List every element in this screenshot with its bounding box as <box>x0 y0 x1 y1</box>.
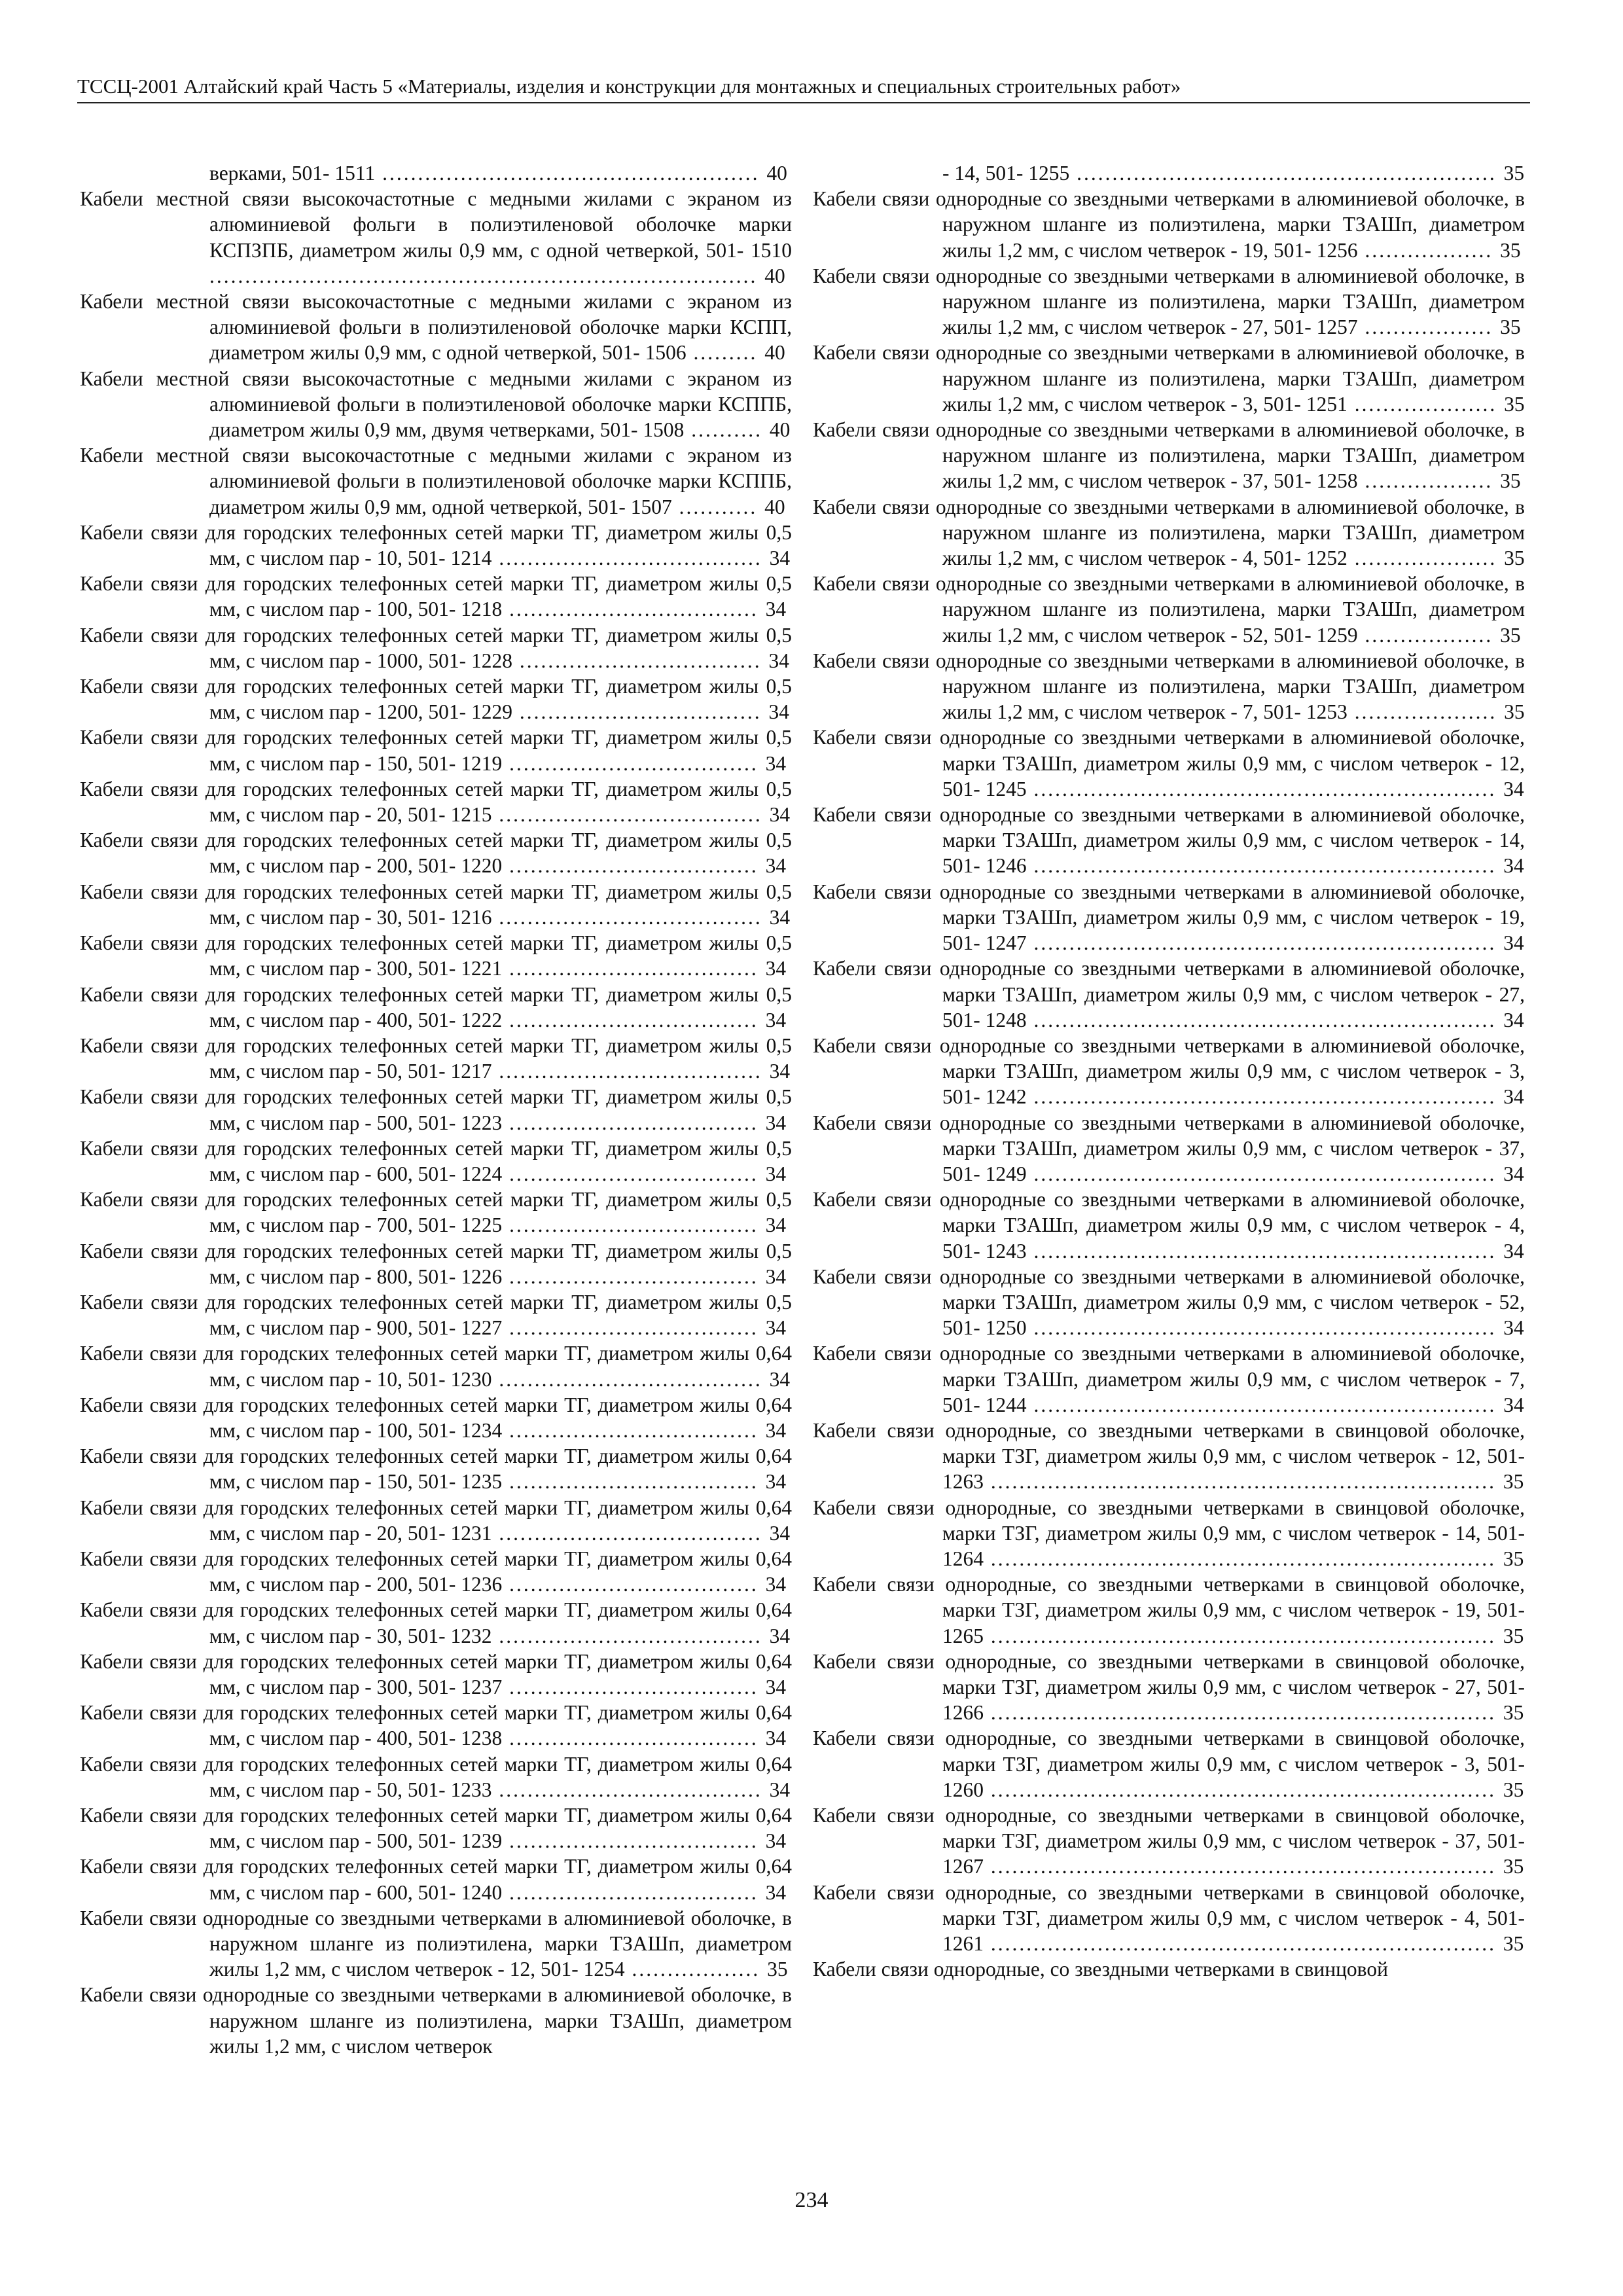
index-entry <box>80 1136 792 1187</box>
index-entry <box>80 1084 792 1135</box>
index-entry <box>813 879 1525 956</box>
index-entry-text: Кабели связи однородные, со звездными четверками в свинцовой <box>813 1958 1388 1981</box>
index-entry-text: Кабели связи однородные со звездными четверками в алюминиевой оболочке, в наружном шланге из полиэтилена, марки ТЗАШп, диаметром жилы 1,2 мм, с числом четверок - 52, 501- 1259 <box>813 572 1525 647</box>
index-entry <box>813 494 1525 571</box>
dot-leader: ..................................................... <box>375 162 767 185</box>
index-entry-page: 40 <box>766 162 787 185</box>
index-entry <box>813 571 1525 648</box>
dot-leader: ....................................................................... <box>984 1855 1503 1878</box>
dot-leader: ..................................... <box>491 1778 770 1801</box>
page-number: 234 <box>794 2188 829 2212</box>
index-entry-page: 34 <box>1503 1239 1524 1263</box>
index-entry-text: Кабели связи для городских телефонных сетей марки ТГ, диаметром жилы 0,64 мм, с числом пар - 50, 501- 1233 <box>80 1752 792 1801</box>
index-entry-page: 34 <box>1503 777 1524 800</box>
dot-leader: ................................................................. <box>1026 1162 1504 1185</box>
index-entry <box>80 160 792 186</box>
dot-leader: .................. <box>1357 623 1501 647</box>
index-entry-page: 34 <box>768 700 790 724</box>
index-entry-page: 34 <box>765 1008 787 1031</box>
dot-leader: ....................................................................... <box>984 1701 1503 1725</box>
dot-leader: ................................... <box>502 1675 766 1698</box>
index-entry-page: 34 <box>765 1470 787 1494</box>
index-entry <box>80 1854 792 1905</box>
index-entry <box>80 673 792 725</box>
index-entry-page: 34 <box>765 1675 787 1698</box>
index-entry-page: 34 <box>1503 1393 1524 1416</box>
dot-leader: .................... <box>1347 547 1505 570</box>
index-entry-text: Кабели связи для городских телефонных сетей марки ТГ, диаметром жилы 0,64 мм, с числом пар - 10, 501- 1230 <box>80 1342 792 1391</box>
index-entry-text: Кабели связи однородные со звездными четверками в алюминиевой оболочке, марки ТЗАШп, диаметром жилы 0,9 мм, с числом четверок - 27, 501- 1248 <box>813 957 1525 1031</box>
dot-leader: .................... <box>1347 700 1505 724</box>
dot-leader: ................................................................. <box>1026 931 1504 955</box>
index-entry-page: 35 <box>1503 1701 1524 1725</box>
index-entry <box>813 1418 1525 1495</box>
dot-leader: ..................................... <box>491 1624 770 1647</box>
index-entry <box>813 1725 1525 1803</box>
index-entry-page: 35 <box>1500 315 1521 339</box>
index-entry-page: 34 <box>765 1213 787 1237</box>
index-entry-page: 35 <box>1504 700 1525 724</box>
dot-leader: ................................... <box>502 1829 766 1853</box>
dot-leader: ..................................... <box>491 547 770 570</box>
index-entry <box>80 1289 792 1340</box>
dot-leader: ........... <box>671 495 765 518</box>
index-entry-page: 34 <box>765 1418 787 1442</box>
index-entry-page: 34 <box>769 1060 791 1083</box>
dot-leader: ................................................................. <box>1026 1393 1504 1416</box>
index-entry-text: Кабели связи для городских телефонных сетей марки ТГ, диаметром жилы 0,5 мм, с числом пар - 600, 501- 1224 <box>80 1136 792 1185</box>
dot-leader: ....................................................................... <box>984 1470 1503 1494</box>
index-entry <box>813 263 1525 340</box>
index-entry-page: 35 <box>1503 162 1525 185</box>
index-entry-text: Кабели связи для городских телефонных сетей марки ТГ, диаметром жилы 0,64 мм, с числом пар - 150, 501- 1235 <box>80 1444 792 1494</box>
index-entry <box>813 648 1525 725</box>
index-entry <box>80 776 792 827</box>
index-entry-page: 35 <box>767 1958 788 1981</box>
index-entry <box>813 186 1525 263</box>
index-entry <box>813 956 1525 1033</box>
index-entry-page: 40 <box>769 418 791 442</box>
index-entry <box>813 1495 1525 1572</box>
index-entry-page: 34 <box>765 1111 787 1134</box>
dot-leader: .................. <box>1357 315 1501 339</box>
index-entry-page: 34 <box>769 803 791 827</box>
index-entry-page: 34 <box>765 751 787 775</box>
dot-leader: .................. <box>1357 469 1501 493</box>
index-entry-page: 34 <box>1503 1085 1524 1109</box>
running-header: ТССЦ-2001 Алтайский край Часть 5 «Материалы, изделия и конструкции для монтажных и специальных строительных работ» <box>77 73 1530 103</box>
dot-leader: ................................................................. <box>1026 1316 1504 1340</box>
index-entry <box>80 1982 792 2059</box>
dot-leader: ................................... <box>502 1162 766 1185</box>
index-entry-page: 34 <box>765 1265 787 1288</box>
index-entry <box>813 340 1525 417</box>
index-entry-text: Кабели связи для городских телефонных сетей марки ТГ, диаметром жилы 0,5 мм, с числом пар - 30, 501- 1216 <box>80 880 792 929</box>
dot-leader: .................................. <box>512 649 769 672</box>
index-entry <box>80 289 792 366</box>
dot-leader: ................................... <box>502 1111 766 1134</box>
dot-leader: ..................................... <box>491 1521 770 1545</box>
index-entry <box>80 879 792 930</box>
index-entry-text: Кабели связи для городских телефонных сетей марки ТГ, диаметром жилы 0,5 мм, с числом пар - 10, 501- 1214 <box>80 520 792 570</box>
index-entry-text: Кабели связи для городских телефонных сетей марки ТГ, диаметром жилы 0,5 мм, с числом пар - 150, 501- 1219 <box>80 726 792 775</box>
index-entry <box>813 802 1525 879</box>
index-entry-text: Кабели связи для городских телефонных сетей марки ТГ, диаметром жилы 0,5 мм, с числом пар - 100, 501- 1218 <box>80 572 792 621</box>
dot-leader: ......... <box>686 341 765 365</box>
index-entry-text: Кабели связи однородные со звездными четверками в алюминиевой оболочке, в наружном шланге из полиэтилена, марки ТЗАШп, диаметром жилы 1,2 мм, с числом четверок - 7, 501- 1253 <box>813 649 1525 724</box>
index-entry-page: 35 <box>1503 1624 1524 1647</box>
index-entry <box>80 982 792 1033</box>
index-entry-text: Кабели связи однородные со звездными четверками в алюминиевой оболочке, в наружном шланге из полиэтилена, марки ТЗАШп, диаметром жилы 1,2 мм, с числом четверок - 27, 501- 1257 <box>813 264 1525 339</box>
index-entry-page: 34 <box>765 1573 787 1596</box>
index-entry-page: 34 <box>1503 931 1524 955</box>
dot-leader: ................................... <box>502 598 766 621</box>
index-entry-text: Кабели связи для городских телефонных сетей марки ТГ, диаметром жилы 0,64 мм, с числом пар - 500, 501- 1239 <box>80 1804 792 1853</box>
index-entry-text: Кабели связи однородные со звездными четверками в алюминиевой оболочке, марки ТЗАШп, диаметром жилы 0,9 мм, с числом четверок - 4, 501- 1243 <box>813 1188 1525 1263</box>
index-entry <box>80 1803 792 1854</box>
index-entry-text: Кабели связи для городских телефонных сетей марки ТГ, диаметром жилы 0,5 мм, с числом пар - 200, 501- 1220 <box>80 829 792 878</box>
index-entry <box>813 1340 1525 1418</box>
index-entry-text: Кабели связи для городских телефонных сетей марки ТГ, диаметром жилы 0,5 мм, с числом пар - 300, 501- 1221 <box>80 931 792 980</box>
index-entry-text: Кабели связи для городских телефонных сетей марки ТГ, диаметром жилы 0,5 мм, с числом пар - 50, 501- 1217 <box>80 1033 792 1083</box>
index-entry <box>80 1238 792 1289</box>
index-entry-page: 35 <box>1503 1470 1524 1494</box>
index-entry-text: Кабели связи однородные, со звездными четверками в свинцовой оболочке, марки ТЗГ, диаметром жилы 0,9 мм, с числом четверок - 4, 501- 1261 <box>813 1880 1525 1956</box>
index-entry-text: Кабели связи однородные со звездными четверками в алюминиевой оболочке, марки ТЗАШп, диаметром жилы 0,9 мм, с числом четверок - 12, 501- 1245 <box>813 726 1525 800</box>
dot-leader: ................................... <box>502 1470 766 1494</box>
dot-leader: ....................................................................... <box>984 1547 1503 1570</box>
dot-leader: ................................... <box>502 1008 766 1031</box>
index-entry-text: Кабели связи однородные со звездными четверками в алюминиевой оболочке, марки ТЗАШп, диаметром жилы 0,9 мм, с числом четверок - 7, 501- 1244 <box>813 1342 1525 1416</box>
dot-leader: ................................... <box>502 751 766 775</box>
index-entry <box>80 827 792 878</box>
index-entry-text: Кабели связи однородные, со звездными четверками в свинцовой оболочке, марки ТЗГ, диаметром жилы 0,9 мм, с числом четверок - 14, 501- 1264 <box>813 1496 1525 1570</box>
index-entry-text: Кабели связи однородные, со звездными четверками в свинцовой оболочке, марки ТЗГ, диаметром жилы 0,9 мм, с числом четверок - 12, 501- 1263 <box>813 1418 1525 1494</box>
dot-leader: ................................................................. <box>1026 1085 1504 1109</box>
index-entry-page: 34 <box>765 957 787 980</box>
index-entry <box>80 1649 792 1700</box>
index-entry <box>80 1597 792 1648</box>
index-entry-text: Кабели связи однородные со звездными четверками в алюминиевой оболочке, в наружном шланге из полиэтилена, марки ТЗАШп, диаметром жилы 1,2 мм, с числом четверок - 4, 501- 1252 <box>813 495 1525 570</box>
index-entry-text: Кабели связи для городских телефонных сетей марки ТГ, диаметром жилы 0,64 мм, с числом пар - 30, 501- 1232 <box>80 1598 792 1647</box>
index-entry-text: Кабели связи однородные со звездными четверками в алюминиевой оболочке, марки ТЗАШп, диаметром жилы 0,9 мм, с числом четверок - 52, 501- 1250 <box>813 1265 1525 1340</box>
index-entry-text: Кабели связи однородные, со звездными четверками в свинцовой оболочке, марки ТЗГ, диаметром жилы 0,9 мм, с числом четверок - 27, 501- 1266 <box>813 1649 1525 1725</box>
index-entry-text: Кабели связи однородные, со звездными четверками в свинцовой оболочке, марки ТЗГ, диаметром жилы 0,9 мм, с числом четверок - 37, 501- 1267 <box>813 1804 1525 1878</box>
index-entry-page: 35 <box>1503 1547 1524 1570</box>
dot-leader: ................................... <box>502 1418 766 1442</box>
index-entry <box>80 1443 792 1494</box>
index-entry <box>80 1905 792 1982</box>
index-entry-text: Кабели связи однородные со звездными четверками в алюминиевой оболочке, в наружном шланге из полиэтилена, марки ТЗАШп, диаметром жилы 1,2 мм, с числом четверок - 3, 501- 1251 <box>813 341 1525 416</box>
index-entry-page: 34 <box>769 1367 791 1391</box>
dot-leader: ................................... <box>502 1727 766 1750</box>
index-entry <box>80 930 792 981</box>
index-entry-page: 35 <box>1500 238 1521 262</box>
dot-leader: ................................................................. <box>1026 777 1504 800</box>
dot-leader: ..................................... <box>491 1060 770 1083</box>
index-entry <box>813 417 1525 494</box>
dot-leader: ................................................................. <box>1026 854 1504 878</box>
index-entry-text: Кабели связи для городских телефонных сетей марки ТГ, диаметром жилы 0,64 мм, с числом пар - 100, 501- 1234 <box>80 1393 792 1442</box>
index-entry <box>80 1392 792 1443</box>
index-entry-text: Кабели связи для городских телефонных сетей марки ТГ, диаметром жилы 0,64 мм, с числом пар - 600, 501- 1240 <box>80 1855 792 1904</box>
index-entry <box>80 1700 792 1751</box>
index-entry-text: Кабели связи для городских телефонных сетей марки ТГ, диаметром жилы 0,5 мм, с числом пар - 700, 501- 1225 <box>80 1188 792 1237</box>
index-entry-text: Кабели связи для городских телефонных сетей марки ТГ, диаметром жилы 0,5 мм, с числом пар - 20, 501- 1215 <box>80 777 792 827</box>
index-entry-text: Кабели связи однородные со звездными четверками в алюминиевой оболочке, в наружном шланге из полиэтилена, марки ТЗАШп, диаметром жилы 1,2 мм, с числом четверок - 12, 501- 1254 <box>80 1906 792 1981</box>
dot-leader: ................................... <box>502 1213 766 1237</box>
dot-leader: .................. <box>1357 238 1501 262</box>
index-entry <box>813 1110 1525 1187</box>
index-entry-text: Кабели связи для городских телефонных сетей марки ТГ, диаметром жилы 0,64 мм, с числом пар - 400, 501- 1238 <box>80 1701 792 1750</box>
index-entry-page: 34 <box>765 1727 787 1750</box>
index-entry <box>80 622 792 673</box>
dot-leader: .................................. <box>512 700 769 724</box>
index-entry <box>80 366 792 443</box>
index-entry-page: 34 <box>768 649 790 672</box>
index-entry-text: Кабели местной связи высокочастотные с медными жилами с экраном из алюминиевой фольги в полиэтиленовой оболочке марки КСППБ, диаметром жилы 0,9 мм, двумя четверками, 501- 1508 <box>80 367 792 442</box>
index-entry-page: 34 <box>769 1521 791 1545</box>
index-entry <box>813 160 1525 186</box>
index-entry-text: Кабели местной связи высокочастотные с медными жилами с экраном из алюминиевой фольги в полиэтиленовой оболочке марки КСПЗПБ, диаметром жилы 0,9 мм, с одной четверкой, 501- 1510 <box>80 187 792 262</box>
index-entry <box>813 1187 1525 1264</box>
index-entry-text: Кабели связи однородные, со звездными четверками в свинцовой оболочке, марки ТЗГ, диаметром жилы 0,9 мм, с числом четверок - 19, 501- 1265 <box>813 1573 1525 1647</box>
index-entry-text: Кабели связи для городских телефонных сетей марки ТГ, диаметром жилы 0,5 мм, с числом пар - 400, 501- 1222 <box>80 982 792 1031</box>
index-entry-page: 34 <box>765 854 787 878</box>
index-entry-page: 34 <box>765 1162 787 1185</box>
index-entry <box>813 725 1525 802</box>
index-entry-page: 35 <box>1504 547 1525 570</box>
dot-leader: ..................................... <box>491 905 770 929</box>
index-entry-page: 34 <box>769 905 791 929</box>
index-entry-text: Кабели связи для городских телефонных сетей марки ТГ, диаметром жилы 0,5 мм, с числом пар - 1200, 501- 1229 <box>80 675 792 724</box>
index-entry <box>80 1751 792 1803</box>
index-entry <box>80 1033 792 1084</box>
dot-leader: ....................................................................... <box>984 1624 1503 1647</box>
index-entry <box>813 1571 1525 1649</box>
dot-leader: ................................................................. <box>1026 1008 1504 1031</box>
dot-leader: .......... <box>684 418 770 442</box>
dot-leader: ................................... <box>502 1880 766 1904</box>
index-entry-text: Кабели связи однородные со звездными четверками в алюминиевой оболочке, марки ТЗАШп, диаметром жилы 0,9 мм, с числом четверок - 37, 501- 1249 <box>813 1111 1525 1185</box>
index-entry <box>80 186 792 289</box>
index-entry-text: Кабели связи однородные со звездными четверками в алюминиевой оболочке, в наружном шланге из полиэтилена, марки ТЗАШп, диаметром жилы 1,2 мм, с числом четверок <box>80 1983 792 2058</box>
index-column-right <box>813 160 1525 1982</box>
index-entry-page: 34 <box>765 1880 787 1904</box>
index-entry-text: Кабели связи для городских телефонных сетей марки ТГ, диаметром жилы 0,5 мм, с числом пар - 1000, 501- 1228 <box>80 623 792 672</box>
index-entry-page: 40 <box>764 341 785 365</box>
index-entry <box>80 1495 792 1546</box>
index-entry-text: Кабели связи для городских телефонных сетей марки ТГ, диаметром жилы 0,5 мм, с числом пар - 800, 501- 1226 <box>80 1239 792 1288</box>
dot-leader: ................................... <box>502 957 766 980</box>
index-entry <box>80 1546 792 1597</box>
dot-leader: .................... <box>1347 392 1505 416</box>
index-entry <box>80 520 792 571</box>
index-entry-text: - 14, 501- 1255 <box>942 162 1070 185</box>
index-entry <box>813 1803 1525 1880</box>
index-entry-text: верками, 501- 1511 <box>209 162 376 185</box>
index-entry-text: Кабели связи для городских телефонных сетей марки ТГ, диаметром жилы 0,64 мм, с числом пар - 20, 501- 1231 <box>80 1496 792 1545</box>
index-entry <box>813 1264 1525 1341</box>
dot-leader: ................................... <box>502 854 766 878</box>
index-entry-page: 34 <box>769 1624 791 1647</box>
index-entry-page: 35 <box>1504 392 1525 416</box>
dot-leader: ....................................................................... <box>984 1778 1503 1801</box>
index-entry-page: 34 <box>1503 1008 1524 1031</box>
dot-leader: ..................................... <box>491 1367 770 1391</box>
dot-leader: ................................... <box>502 1265 766 1288</box>
index-entry <box>80 725 792 776</box>
index-entry-page: 40 <box>764 264 785 287</box>
index-entry-page: 34 <box>769 547 791 570</box>
index-entry-text: Кабели местной связи высокочастотные с медными жилами с экраном из алюминиевой фольги в полиэтиленовой оболочке марки КСПП, диаметром жилы 0,9 мм, с одной четверкой, 501- 1506 <box>80 290 792 365</box>
dot-leader: .................. <box>624 1958 768 1981</box>
index-entry-page: 34 <box>1503 1316 1524 1340</box>
index-entry-page: 34 <box>765 1316 787 1340</box>
index-entry-page: 34 <box>765 598 787 621</box>
index-entry-page: 35 <box>1503 1932 1524 1956</box>
index-entry-page: 34 <box>765 1829 787 1853</box>
index-entry-page: 34 <box>1503 854 1524 878</box>
index-entry-text: Кабели связи однородные со звездными четверками в алюминиевой оболочке, в наружном шланге из полиэтилена, марки ТЗАШп, диаметром жилы 1,2 мм, с числом четверок - 19, 501- 1256 <box>813 187 1525 262</box>
dot-leader: ........................................................... <box>1069 162 1504 185</box>
index-entry-page: 35 <box>1500 623 1521 647</box>
index-entry-text: Кабели связи однородные, со звездными четверками в свинцовой оболочке, марки ТЗГ, диаметром жилы 0,9 мм, с числом четверок - 3, 501- 1260 <box>813 1727 1525 1801</box>
index-entry-text: Кабели местной связи высокочастотные с медными жилами с экраном из алюминиевой фольги в полиэтиленовой оболочке марки КСППБ, диаметром жилы 0,9 мм, одной четверкой, 501- 1507 <box>80 444 792 518</box>
index-column-left <box>80 160 792 2059</box>
index-entry-page: 35 <box>1500 469 1521 493</box>
index-entry-page: 34 <box>769 1778 791 1801</box>
index-entry <box>813 1956 1525 1982</box>
dot-leader: ....................................................................... <box>984 1932 1503 1956</box>
dot-leader: ................................................................. <box>1026 1239 1504 1263</box>
index-entry-page: 35 <box>1503 1778 1524 1801</box>
index-entry <box>80 442 792 520</box>
index-entry-text: Кабели связи однородные со звездными четверками в алюминиевой оболочке, в наружном шланге из полиэтилена, марки ТЗАШп, диаметром жилы 1,2 мм, с числом четверок - 37, 501- 1258 <box>813 418 1525 493</box>
index-entry <box>80 1187 792 1238</box>
dot-leader: ................................... <box>502 1573 766 1596</box>
index-entry <box>813 1033 1525 1110</box>
index-entry <box>813 1880 1525 1957</box>
index-entry <box>813 1649 1525 1726</box>
index-entry-text: Кабели связи для городских телефонных сетей марки ТГ, диаметром жилы 0,5 мм, с числом пар - 900, 501- 1227 <box>80 1290 792 1340</box>
index-entry <box>80 571 792 622</box>
index-entry-text: Кабели связи однородные со звездными четверками в алюминиевой оболочке, марки ТЗАШп, диаметром жилы 0,9 мм, с числом четверок - 3, 501- 1242 <box>813 1033 1525 1109</box>
dot-leader: ................................... <box>502 1316 766 1340</box>
dot-leader: ............................................................................. <box>209 264 765 287</box>
index-entry-page: 40 <box>764 495 785 518</box>
index-entry-text: Кабели связи для городских телефонных сетей марки ТГ, диаметром жилы 0,5 мм, с числом пар - 500, 501- 1223 <box>80 1085 792 1134</box>
index-entry-text: Кабели связи однородные со звездными четверками в алюминиевой оболочке, марки ТЗАШп, диаметром жилы 0,9 мм, с числом четверок - 19, 501- 1247 <box>813 880 1525 955</box>
index-entry-page: 34 <box>1503 1162 1524 1185</box>
dot-leader: ..................................... <box>491 803 770 827</box>
index-entry-text: Кабели связи для городских телефонных сетей марки ТГ, диаметром жилы 0,64 мм, с числом пар - 200, 501- 1236 <box>80 1547 792 1596</box>
index-entry-text: Кабели связи для городских телефонных сетей марки ТГ, диаметром жилы 0,64 мм, с числом пар - 300, 501- 1237 <box>80 1649 792 1698</box>
index-entry <box>80 1340 792 1391</box>
index-entry-page: 35 <box>1503 1855 1524 1878</box>
index-entry-text: Кабели связи однородные со звездными четверками в алюминиевой оболочке, марки ТЗАШп, диаметром жилы 0,9 мм, с числом четверок - 14, 501- 1246 <box>813 803 1525 878</box>
